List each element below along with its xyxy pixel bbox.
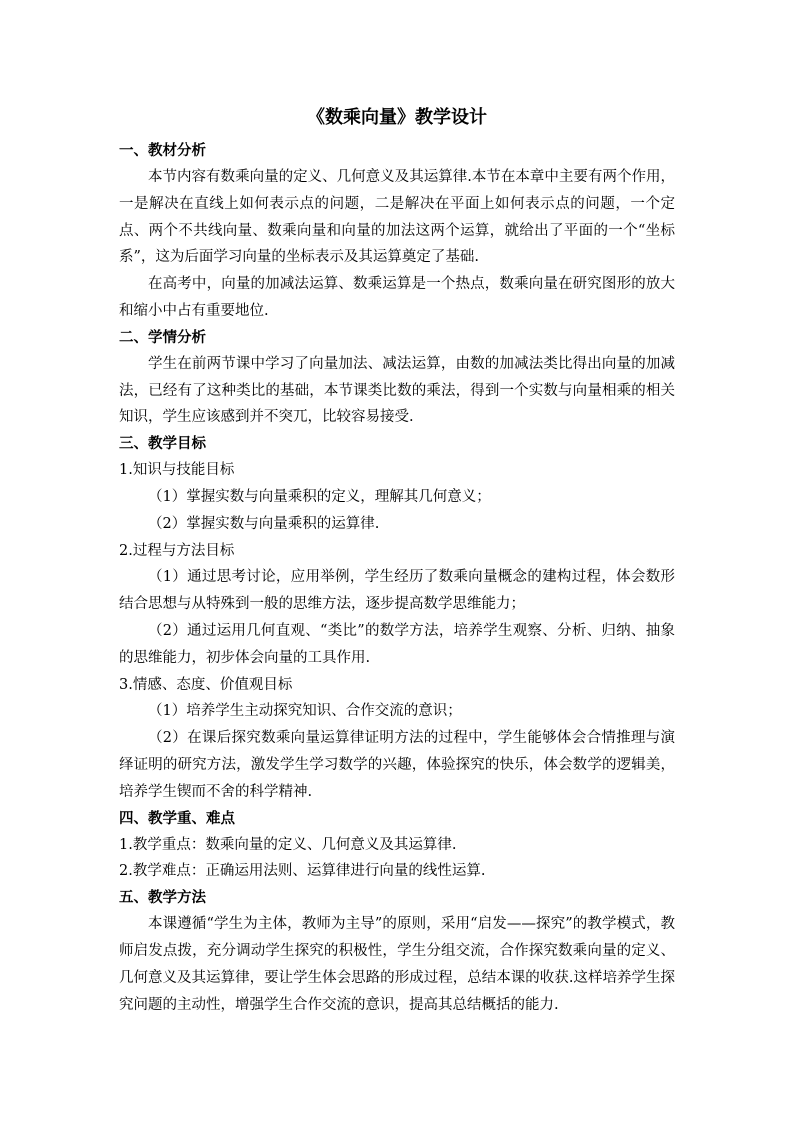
goal-item: （1）培养学生主动探究知识、合作交流的意识； bbox=[148, 703, 462, 720]
section-heading-textbook-analysis: 一、教材分析 bbox=[119, 142, 206, 159]
goal-item: （2）在课后探究数乘向量运算律证明方法的过程中，学生能够体会合情推理与演绎证明的研究方法，激发学生学习数学的兴趣，体验探究的快乐，体会数学的逻辑美，培养学生锲而不舍的科学精神. bbox=[119, 730, 675, 800]
teaching-method-paragraph: 本课遵循“学生为主体，教师为主导”的原则，采用“启发——探究”的教学模式，教师启发点拨，充分调动学生探究的积极性，学生分组交流，合作探究数乘向量的定义、几何意义及其运算律，要让学生体会思路的形成过程，总结本课的收获.这样培养学生探究问题的主动性，增强学生合作交流的意识，提高其总结概括的能力. bbox=[119, 916, 675, 1013]
difficult-point-line: 2.教学难点：正确运用法则、运算律进行向量的线性运算. bbox=[119, 863, 486, 880]
goal-item: （1）通过思考讨论，应用举例，学生经历了数乘向量概念的建构过程，体会数形结合思想与从特殊到一般的思维方法，逐步提高数学思维能力； bbox=[119, 569, 675, 613]
goal-item: （1）掌握实数与向量乘积的定义，理解其几何意义； bbox=[148, 488, 491, 505]
document-page bbox=[119, 104, 675, 1018]
goal-group-label-attitude: 3.情感、态度、价值观目标 bbox=[119, 676, 293, 693]
document-title: 《数乘向量》教学设计 bbox=[307, 107, 487, 128]
section-heading-student-analysis: 二、学情分析 bbox=[119, 328, 206, 346]
section-heading-teaching-goals: 三、教学目标 bbox=[119, 435, 206, 453]
textbook-analysis-paragraph-2: 在高考中，向量的加减法运算、数乘运算是一个热点，数乘向量在研究图形的放大和缩小中占有重要地位. bbox=[119, 276, 675, 319]
key-point-line: 1.教学重点：数乘向量的定义、几何意义及其运算律. bbox=[119, 836, 457, 853]
student-analysis-paragraph: 学生在前两节课中学习了向量加法、减法运算，由数的加减法类比得出向量的加减法，已经有了这种类比的基础，本节课类比数的乘法，得到一个实数与向量相乘的相关知识，学生应该感到并不突兀，比较容易接受. bbox=[119, 355, 675, 426]
section-heading-key-points: 四、教学重、难点 bbox=[119, 809, 235, 827]
section-heading-teaching-method: 五、教学方法 bbox=[119, 889, 206, 907]
goal-group-label-process: 2.过程与方法目标 bbox=[119, 542, 235, 559]
goal-item: （2）掌握实数与向量乘积的运算律. bbox=[148, 515, 380, 532]
textbook-analysis-paragraph-1: 本节内容有数乘向量的定义、几何意义及其运算律.本节在本章中主要有两个作用，一是解决在直线上如何表示点的问题，二是解决在平面上如何表示点的问题，一个定点、两个不共线向量、数乘向量和向量的加法这两个运算，就给出了平面的一个“坐标系”，这为后面学习向量的坐标表示及其运算奠定了基础. bbox=[119, 169, 675, 266]
goal-group-label-knowledge: 1.知识与技能目标 bbox=[119, 462, 235, 479]
goal-item: （2）通过运用几何直观、“类比”的数学方法，培养学生观察、分析、归纳、抽象的思维能力，初步体会向量的工具作用. bbox=[119, 622, 675, 666]
